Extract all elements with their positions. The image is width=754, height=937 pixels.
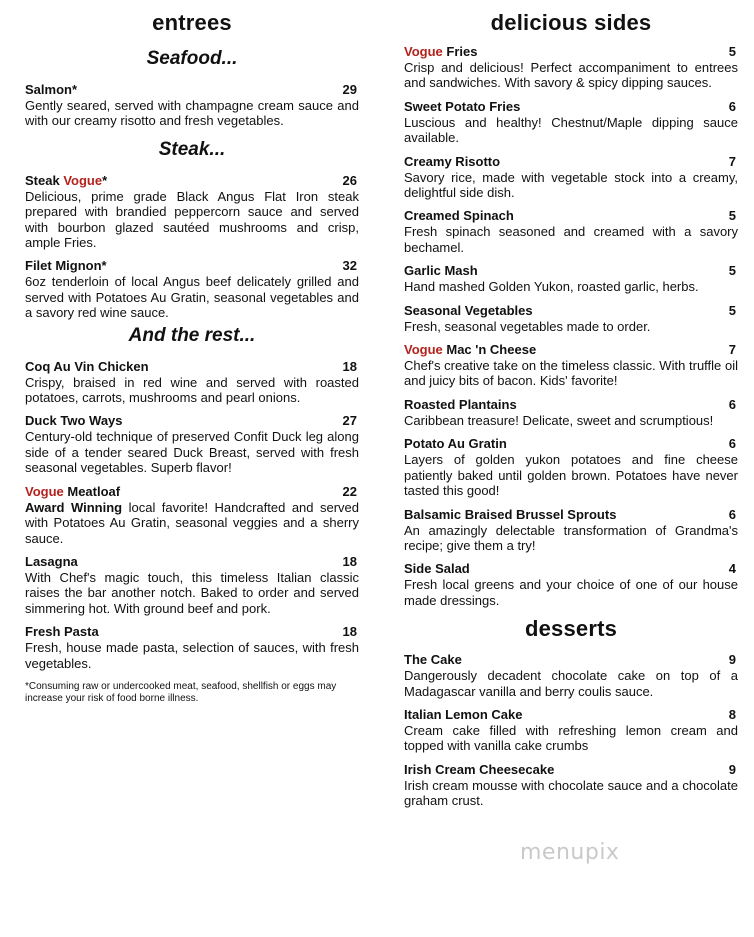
side-item-vogue-fries	[404, 44, 738, 91]
item-price: 8	[728, 706, 736, 722]
side-item-seasonal-vegetables	[404, 303, 738, 334]
item-name: Salmon*	[25, 82, 78, 97]
item-name: Vogue Mac 'n Cheese	[404, 342, 537, 358]
item-price: 6	[728, 396, 736, 412]
menu-item-salmon	[25, 82, 359, 129]
item-name: Vogue Fries	[404, 44, 478, 59]
item-price: 6	[728, 436, 736, 452]
side-item-side-salad	[404, 561, 738, 608]
side-item-roasted-plantains	[404, 397, 738, 428]
brand-name: Vogue	[404, 342, 443, 358]
item-price: 5	[728, 302, 736, 318]
side-item-potato-au-gratin	[404, 436, 738, 498]
sides-column	[404, 0, 738, 809]
item-description: 6oz tenderloin of local Angus beef delicately grilled and served with Potatoes Au Gratin, seasonal vegetables and a savory red wine sauce.	[25, 274, 359, 321]
item-name: Irish Cream Cheesecake	[404, 761, 555, 777]
entrees-title: entrees	[152, 10, 232, 35]
side-item-sweet-potato-fries	[404, 99, 738, 146]
seafood-heading: Seafood...	[146, 48, 238, 69]
item-name: Filet Mignon*	[25, 258, 107, 274]
item-price: 5	[728, 208, 736, 224]
item-price: 26	[342, 172, 357, 188]
item-description: Luscious and healthy! Chestnut/Maple dipping sauce available.	[404, 114, 738, 146]
dessert-item-the-cake	[404, 652, 738, 699]
item-name: Coq Au Vin Chicken	[25, 358, 149, 374]
item-price: 18	[342, 624, 357, 640]
item-description: Chef's creative take on the timeless classic. With truffle oil and juicy bits of bacon. Kids' favorite!	[404, 358, 738, 389]
menu-item-coq-au-vin	[25, 359, 359, 406]
item-price: 18	[342, 358, 357, 374]
menu-item-duck-two-ways	[25, 413, 359, 475]
item-name: Seasonal Vegetables	[404, 302, 533, 318]
item-description: Dangerously decadent chocolate cake on top of a Madagascar vanilla and berry coulis sauce.	[404, 668, 738, 699]
item-price: 5	[728, 44, 736, 59]
sides-title: delicious sides	[490, 10, 652, 35]
item-name: Creamed Spinach	[404, 208, 514, 224]
item-description: Savory rice, made with vegetable stock into a creamy, delightful side dish.	[404, 169, 738, 201]
food-safety-footnote: *Consuming raw or undercooked meat, seafood, shellfish or eggs may increase your risk of food borne illness.	[25, 680, 337, 704]
item-description: Fresh, house made pasta, selection of sauces, with fresh vegetables.	[25, 640, 359, 671]
entrees-column	[25, 0, 359, 705]
item-description: Fresh, seasonal vegetables made to order.	[404, 318, 651, 334]
item-name: Side Salad	[404, 561, 470, 577]
item-price: 22	[342, 483, 357, 499]
menu-item-filet-mignon	[25, 258, 359, 320]
item-price: 29	[342, 82, 357, 97]
item-description: Irish cream mousse with chocolate sauce and a chocolate graham crust.	[404, 777, 738, 809]
steak-heading: Steak...	[158, 138, 226, 160]
side-item-brussel-sprouts	[404, 507, 738, 554]
menu-item-fresh-pasta	[25, 624, 359, 671]
item-description: An amazingly delectable transformation of Grandma's recipe; give them a try!	[404, 522, 738, 553]
item-name: Italian Lemon Cake	[404, 706, 523, 722]
item-name: Balsamic Braised Brussel Sprouts	[404, 506, 617, 522]
item-description: Delicious, prime grade Black Angus Flat Iron steak prepared with brandied peppercorn sauce and served with bourbon glazed sautéed mushrooms and crisp, ample Fries.	[25, 188, 359, 251]
item-name: Lasagna	[25, 553, 78, 569]
item-name: Garlic Mash	[404, 263, 478, 279]
item-price: 5	[728, 263, 736, 279]
item-price: 32	[342, 258, 357, 274]
item-price: 4	[728, 561, 736, 577]
item-name: Duck Two Ways	[25, 413, 123, 429]
item-description: Century-old technique of preserved Confit Duck leg along side of a tender seared Duck Breast, served with fresh seasonal vegetables. Superb flavor!	[25, 429, 359, 476]
item-price: 9	[728, 652, 736, 668]
side-item-creamed-spinach	[404, 208, 738, 255]
item-price: 7	[728, 342, 736, 358]
item-description: Cream cake filled with refreshing lemon cream and topped with vanilla cake crumbs	[404, 722, 738, 754]
brand-name: Vogue	[25, 483, 64, 499]
item-description: Layers of golden yukon potatoes and fine cheese patiently baked until golden brown. Potatoes have never tasted this good!	[404, 452, 738, 499]
dessert-item-irish-cream-cheesecake	[404, 762, 738, 809]
side-item-creamy-risotto	[404, 154, 738, 201]
brand-name: Vogue	[404, 44, 443, 59]
menu-item-steak-vogue	[25, 173, 359, 251]
item-price: 9	[728, 761, 736, 777]
menupix-watermark: menupix	[520, 840, 620, 865]
item-description: Gently seared, served with champagne cream sauce and with our creamy risotto and fresh vegetables.	[25, 98, 359, 129]
brand-name: Vogue	[63, 172, 103, 188]
item-price: 6	[728, 98, 736, 114]
item-price: 6	[728, 506, 736, 522]
item-price: 18	[342, 553, 357, 569]
item-name: The Cake	[404, 652, 462, 668]
item-description: Fresh local greens and your choice of one of our house made dressings.	[404, 577, 738, 608]
item-name: Roasted Plantains	[404, 396, 517, 412]
award-label: Award Winning	[25, 499, 123, 515]
item-description: Caribbean treasure! Delicate, sweet and scrumptious!	[404, 412, 714, 428]
desserts-title: desserts	[524, 616, 618, 642]
item-description: With Chef's magic touch, this timeless Italian classic raises the bar another notch. Baked to order and served simmering hot. With ground beef and pork.	[25, 569, 359, 616]
side-item-garlic-mash	[404, 263, 738, 294]
item-description: Award Winning local favorite! Handcrafted and served with Potatoes Au Gratin, seasonal veggies and a sherry sauce.	[25, 499, 360, 546]
item-description: Crispy, braised in red wine and served with roasted potatoes, carrots, mushrooms and pearl onions.	[25, 374, 359, 406]
menu-item-vogue-meatloaf	[25, 484, 359, 546]
item-name: Sweet Potato Fries	[404, 98, 521, 114]
menu-item-lasagna	[25, 554, 359, 616]
side-item-vogue-mac-n-cheese	[404, 342, 738, 389]
item-description: Crisp and delicious! Perfect accompaniment to entrees and sandwiches. With savory & spicy dipping sauces.	[404, 60, 738, 91]
item-description: Hand mashed Golden Yukon, roasted garlic, herbs.	[404, 279, 699, 295]
dessert-item-italian-lemon-cake	[404, 707, 738, 754]
item-price: 27	[342, 413, 357, 429]
item-name: Steak Vogue*	[25, 172, 108, 188]
item-price: 7	[728, 153, 736, 169]
item-name: Fresh Pasta	[25, 624, 99, 640]
item-name: Creamy Risotto	[404, 153, 501, 169]
item-name: Vogue Meatloaf	[25, 483, 121, 499]
rest-heading: And the rest...	[128, 324, 256, 346]
item-name: Potato Au Gratin	[404, 436, 507, 452]
item-description: Fresh spinach seasoned and creamed with a savory bechamel.	[404, 224, 738, 255]
